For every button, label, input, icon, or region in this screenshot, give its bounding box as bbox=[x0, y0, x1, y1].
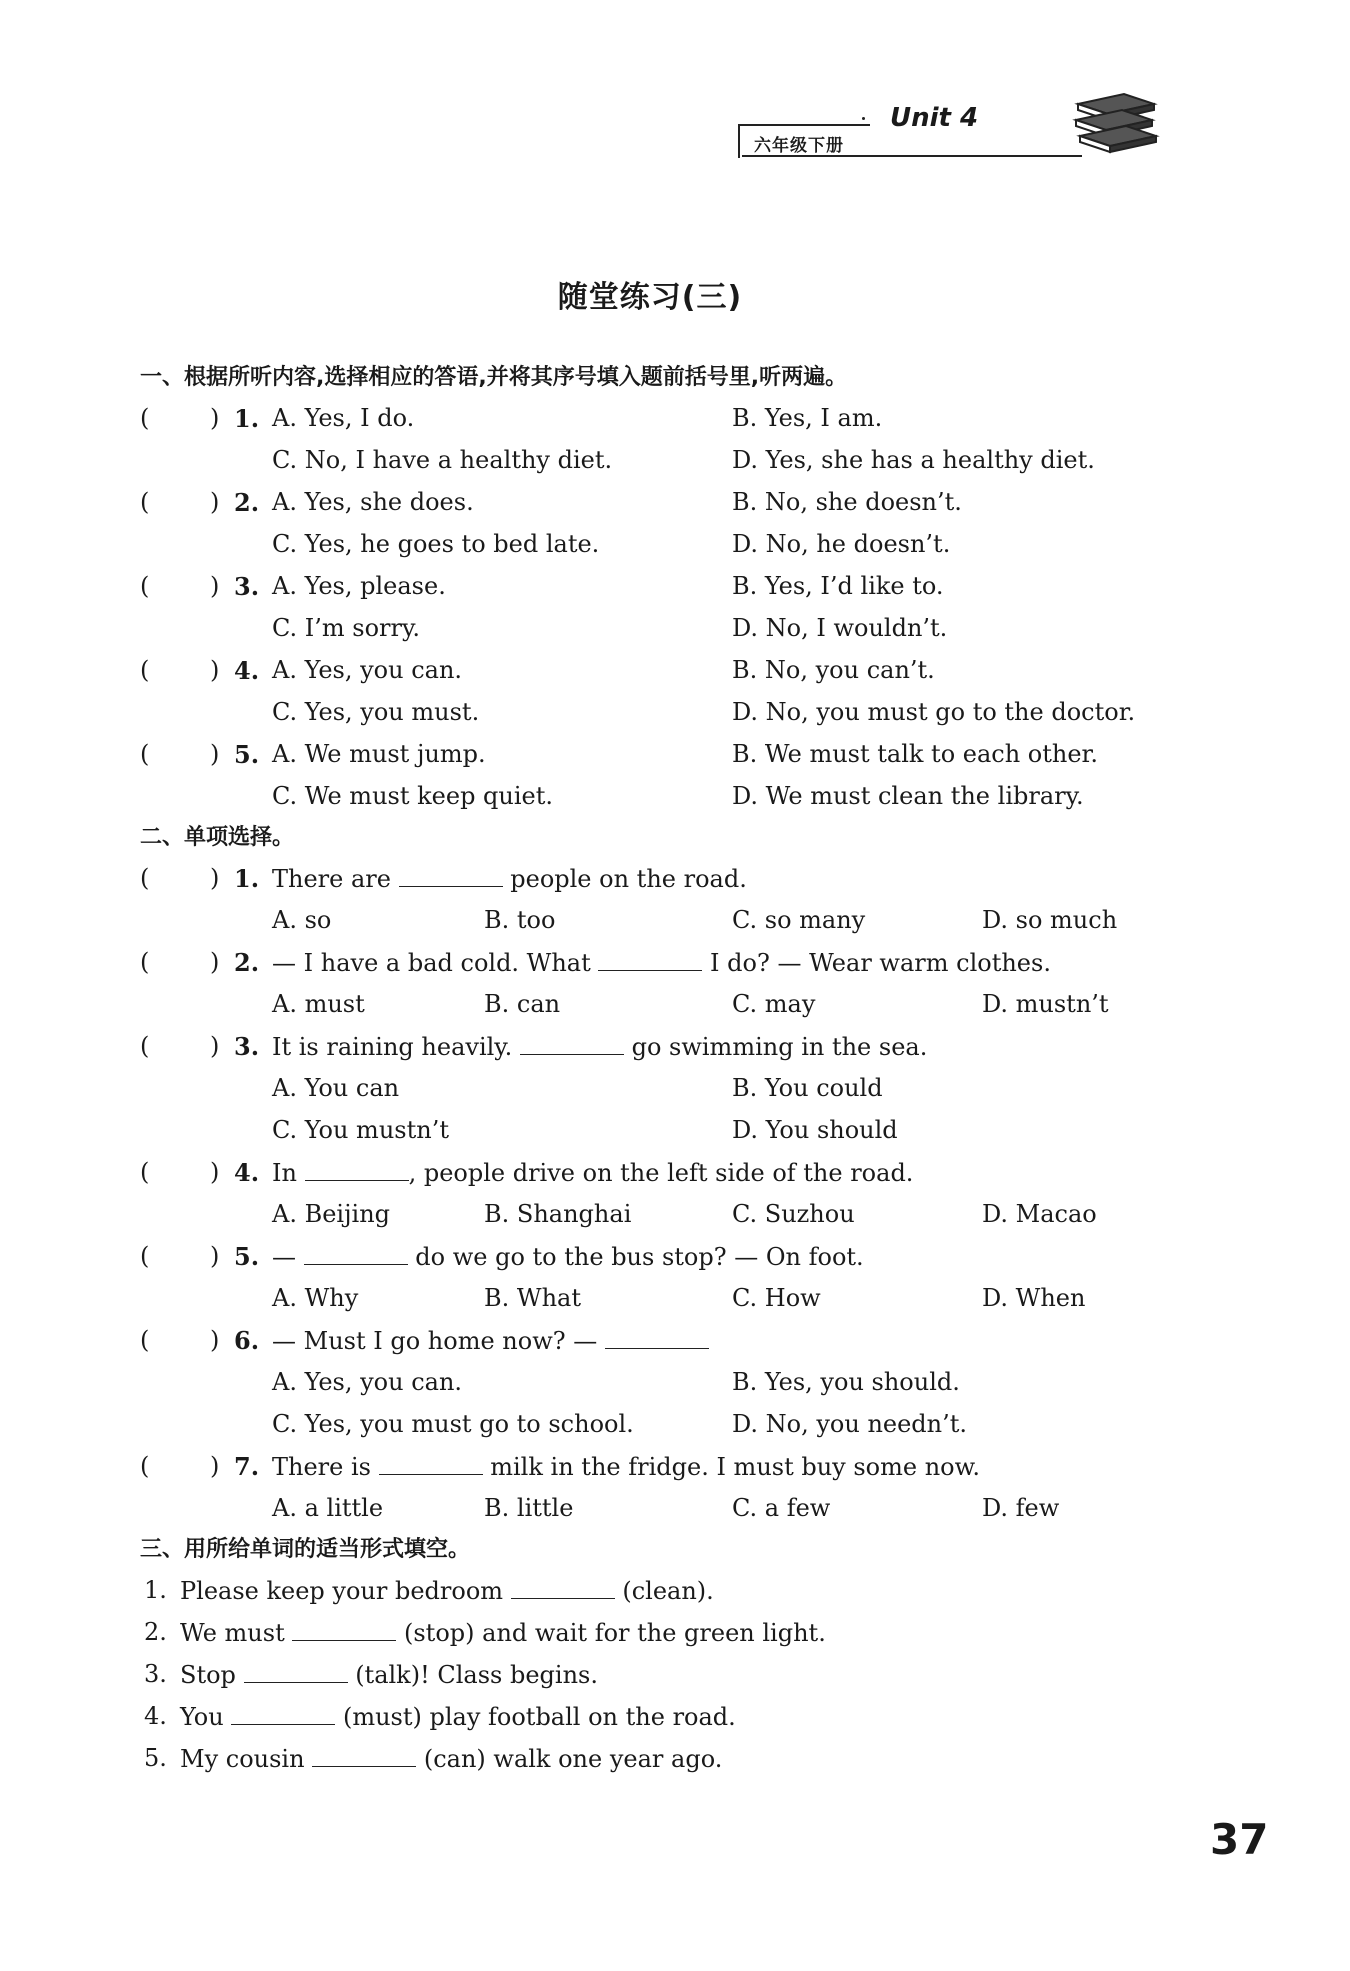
option-a: A. a little bbox=[272, 1494, 384, 1522]
question-number: 5. bbox=[144, 1744, 167, 1772]
choice-question-row bbox=[0, 864, 1350, 904]
stem-before: My cousin bbox=[180, 1745, 305, 1773]
fill-row bbox=[0, 1702, 1350, 1742]
answer-bracket-open: ( bbox=[140, 948, 150, 976]
stem-after: (clean). bbox=[622, 1577, 714, 1605]
answer-blank[interactable] bbox=[312, 1744, 416, 1767]
fill-row bbox=[0, 1744, 1350, 1784]
option-b: B. too bbox=[484, 906, 556, 934]
question-number: 5. bbox=[234, 740, 260, 769]
answer-blank[interactable] bbox=[399, 864, 503, 887]
section-heading-listening: 一、根据所听内容,选择相应的答语,并将其序号填入题前括号里,听两遍。 bbox=[140, 365, 848, 390]
option-b: B. Yes, I’d like to. bbox=[732, 572, 944, 600]
question-number: 4. bbox=[144, 1702, 167, 1730]
answer-bracket-open: ( bbox=[140, 1452, 150, 1480]
question-stem bbox=[272, 864, 747, 893]
question-number: 1. bbox=[234, 864, 260, 893]
answer-bracket-close: ) bbox=[210, 1242, 220, 1270]
option-a: A. You can bbox=[272, 1074, 400, 1102]
answer-bracket-open: ( bbox=[140, 1326, 150, 1354]
listening-row bbox=[0, 656, 1350, 696]
option-b: B. Yes, I am. bbox=[732, 404, 883, 432]
choice-question-row bbox=[0, 1326, 1350, 1366]
question-stem bbox=[180, 1744, 722, 1773]
choice-options-row bbox=[0, 906, 1350, 946]
question-stem bbox=[272, 1032, 927, 1061]
stem-before: In bbox=[272, 1159, 297, 1187]
unit-label: Unit 4 bbox=[890, 103, 979, 133]
stem-after: go swimming in the sea. bbox=[631, 1033, 928, 1061]
option-c: C. so many bbox=[732, 906, 866, 934]
answer-blank[interactable] bbox=[605, 1326, 709, 1349]
answer-blank[interactable] bbox=[511, 1576, 615, 1599]
stem-after: milk in the fridge. I must buy some now. bbox=[490, 1453, 980, 1481]
option-d: D. When bbox=[982, 1284, 1086, 1312]
option-b: B. We must talk to each other. bbox=[732, 740, 1099, 768]
fill-row bbox=[0, 1660, 1350, 1700]
option-a: A. Yes, she does. bbox=[272, 488, 474, 516]
section-heading-choice: 二、单项选择。 bbox=[140, 825, 295, 850]
question-number: 5. bbox=[234, 1242, 260, 1271]
answer-bracket-open: ( bbox=[140, 572, 150, 600]
stem-before: There is bbox=[272, 1453, 371, 1481]
answer-blank[interactable] bbox=[231, 1702, 335, 1725]
answer-bracket-close: ) bbox=[210, 1032, 220, 1060]
option-d: D. few bbox=[982, 1494, 1060, 1522]
page-header bbox=[0, 0, 1350, 190]
answer-bracket-close: ) bbox=[210, 1326, 220, 1354]
option-b: B. little bbox=[484, 1494, 574, 1522]
option-d: D. No, you must go to the doctor. bbox=[732, 698, 1136, 726]
stem-after: people on the road. bbox=[510, 865, 747, 893]
listening-row bbox=[0, 614, 1350, 654]
option-c: C. a few bbox=[732, 1494, 831, 1522]
listening-row bbox=[0, 488, 1350, 528]
option-b: B. No, she doesn’t. bbox=[732, 488, 962, 516]
question-number: 3. bbox=[144, 1660, 167, 1688]
choice-options-row bbox=[0, 990, 1350, 1030]
choice-options-row bbox=[0, 1200, 1350, 1240]
option-a: A. Yes, you can. bbox=[272, 656, 463, 684]
answer-bracket-open: ( bbox=[140, 488, 150, 516]
option-d: D. We must clean the library. bbox=[732, 782, 1084, 810]
answer-bracket-close: ) bbox=[210, 1158, 220, 1186]
answer-bracket-close: ) bbox=[210, 1452, 220, 1480]
stem-before: — Must I go home now? — bbox=[272, 1327, 598, 1355]
option-d: D. You should bbox=[732, 1116, 898, 1144]
option-c: C. I’m sorry. bbox=[272, 614, 420, 642]
option-a: A. Why bbox=[272, 1284, 359, 1312]
option-c: C. No, I have a healthy diet. bbox=[272, 446, 613, 474]
option-b: B. You could bbox=[732, 1074, 883, 1102]
choice-options-row bbox=[0, 1368, 1350, 1408]
option-c: C. Yes, you must go to school. bbox=[272, 1410, 634, 1438]
option-d: D. No, he doesn’t. bbox=[732, 530, 951, 558]
listening-row bbox=[0, 530, 1350, 570]
page-number: 37 bbox=[1210, 1815, 1269, 1864]
option-b: B. No, you can’t. bbox=[732, 656, 935, 684]
stem-before: Please keep your bedroom bbox=[180, 1577, 504, 1605]
question-stem bbox=[272, 948, 1051, 977]
question-number: 4. bbox=[234, 656, 260, 685]
option-d: D. mustn’t bbox=[982, 990, 1109, 1018]
option-d: D. Macao bbox=[982, 1200, 1097, 1228]
choice-question-row bbox=[0, 948, 1350, 988]
answer-bracket-close: ) bbox=[210, 488, 220, 516]
stem-before: Stop bbox=[180, 1661, 236, 1689]
answer-bracket-open: ( bbox=[140, 1158, 150, 1186]
answer-blank[interactable] bbox=[292, 1618, 396, 1641]
choice-options-row bbox=[0, 1410, 1350, 1450]
stem-before: You bbox=[180, 1703, 224, 1731]
fill-row bbox=[0, 1618, 1350, 1658]
option-b: B. Yes, you should. bbox=[732, 1368, 960, 1396]
answer-bracket-close: ) bbox=[210, 656, 220, 684]
option-c: C. may bbox=[732, 990, 816, 1018]
question-number: 3. bbox=[234, 572, 260, 601]
listening-row bbox=[0, 782, 1350, 822]
option-a: A. Yes, please. bbox=[272, 572, 446, 600]
option-a: A. Beijing bbox=[272, 1200, 391, 1228]
listening-row bbox=[0, 446, 1350, 486]
stem-before: — bbox=[272, 1243, 296, 1271]
answer-bracket-open: ( bbox=[140, 656, 150, 684]
stem-before: We must bbox=[180, 1619, 285, 1647]
question-stem bbox=[272, 1452, 980, 1481]
choice-options-row bbox=[0, 1074, 1350, 1114]
answer-blank[interactable] bbox=[244, 1660, 348, 1683]
question-stem bbox=[180, 1618, 826, 1647]
answer-blank[interactable] bbox=[520, 1032, 624, 1055]
listening-row bbox=[0, 740, 1350, 780]
answer-blank[interactable] bbox=[304, 1242, 408, 1265]
choice-question-row bbox=[0, 1032, 1350, 1072]
answer-bracket-close: ) bbox=[210, 740, 220, 768]
answer-blank[interactable] bbox=[598, 948, 702, 971]
question-number: 2. bbox=[144, 1618, 167, 1646]
option-c: C. How bbox=[732, 1284, 821, 1312]
stem-before: — I have a bad cold. What bbox=[272, 949, 591, 977]
question-stem bbox=[272, 1326, 709, 1355]
option-b: B. Shanghai bbox=[484, 1200, 632, 1228]
question-number: 4. bbox=[234, 1158, 260, 1187]
choice-options-row bbox=[0, 1116, 1350, 1156]
question-stem bbox=[180, 1660, 598, 1689]
stem-after: (stop) and wait for the green light. bbox=[404, 1619, 826, 1647]
header-dot bbox=[862, 117, 865, 120]
option-a: A. must bbox=[272, 990, 365, 1018]
option-b: B. What bbox=[484, 1284, 581, 1312]
fill-row bbox=[0, 1576, 1350, 1616]
question-stem bbox=[180, 1702, 736, 1731]
option-c: C. Yes, you must. bbox=[272, 698, 480, 726]
question-number: 1. bbox=[144, 1576, 167, 1604]
option-a: A. Yes, I do. bbox=[272, 404, 415, 432]
answer-blank[interactable] bbox=[379, 1452, 483, 1475]
answer-bracket-open: ( bbox=[140, 740, 150, 768]
stem-after: do we go to the bus stop? — On foot. bbox=[415, 1243, 864, 1271]
option-a: A. We must jump. bbox=[272, 740, 486, 768]
answer-bracket-open: ( bbox=[140, 404, 150, 432]
stem-after: (must) play football on the road. bbox=[342, 1703, 736, 1731]
option-d: D. Yes, she has a healthy diet. bbox=[732, 446, 1095, 474]
choice-question-row bbox=[0, 1452, 1350, 1492]
stem-after: , people drive on the left side of the road. bbox=[408, 1159, 914, 1187]
option-a: A. so bbox=[272, 906, 332, 934]
stem-after: I do? — Wear warm clothes. bbox=[710, 949, 1051, 977]
answer-bracket-open: ( bbox=[140, 1242, 150, 1270]
listening-row bbox=[0, 698, 1350, 738]
books-icon bbox=[1072, 90, 1162, 162]
question-stem bbox=[272, 1242, 864, 1271]
question-number: 2. bbox=[234, 948, 260, 977]
answer-bracket-open: ( bbox=[140, 864, 150, 892]
option-a: A. Yes, you can. bbox=[272, 1368, 463, 1396]
choice-question-row bbox=[0, 1158, 1350, 1198]
choice-options-row bbox=[0, 1494, 1350, 1534]
answer-bracket-close: ) bbox=[210, 948, 220, 976]
answer-bracket-close: ) bbox=[210, 404, 220, 432]
answer-blank[interactable] bbox=[305, 1158, 409, 1181]
stem-after: (can) walk one year ago. bbox=[423, 1745, 723, 1773]
listening-row bbox=[0, 404, 1350, 444]
option-c: C. You mustn’t bbox=[272, 1116, 449, 1144]
option-b: B. can bbox=[484, 990, 561, 1018]
option-d: D. so much bbox=[982, 906, 1118, 934]
question-number: 2. bbox=[234, 488, 260, 517]
option-d: D. No, I wouldn’t. bbox=[732, 614, 948, 642]
stem-before: There are bbox=[272, 865, 391, 893]
answer-bracket-open: ( bbox=[140, 1032, 150, 1060]
question-stem bbox=[180, 1576, 714, 1605]
question-number: 6. bbox=[234, 1326, 260, 1355]
question-number: 7. bbox=[234, 1452, 260, 1481]
question-number: 3. bbox=[234, 1032, 260, 1061]
question-stem bbox=[272, 1158, 913, 1187]
option-d: D. No, you needn’t. bbox=[732, 1410, 968, 1438]
question-number: 1. bbox=[234, 404, 260, 433]
listening-row bbox=[0, 572, 1350, 612]
stem-after: (talk)! Class begins. bbox=[355, 1661, 598, 1689]
grade-label: 六年级下册 bbox=[754, 136, 844, 156]
option-c: C. We must keep quiet. bbox=[272, 782, 554, 810]
section-heading-fill: 三、用所给单词的适当形式填空。 bbox=[140, 1537, 471, 1562]
page-title: 随堂练习(三) bbox=[557, 280, 743, 315]
choice-question-row bbox=[0, 1242, 1350, 1282]
option-c: C. Yes, he goes to bed late. bbox=[272, 530, 600, 558]
option-c: C. Suzhou bbox=[732, 1200, 855, 1228]
stem-before: It is raining heavily. bbox=[272, 1033, 513, 1061]
answer-bracket-close: ) bbox=[210, 864, 220, 892]
answer-bracket-close: ) bbox=[210, 572, 220, 600]
choice-options-row bbox=[0, 1284, 1350, 1324]
